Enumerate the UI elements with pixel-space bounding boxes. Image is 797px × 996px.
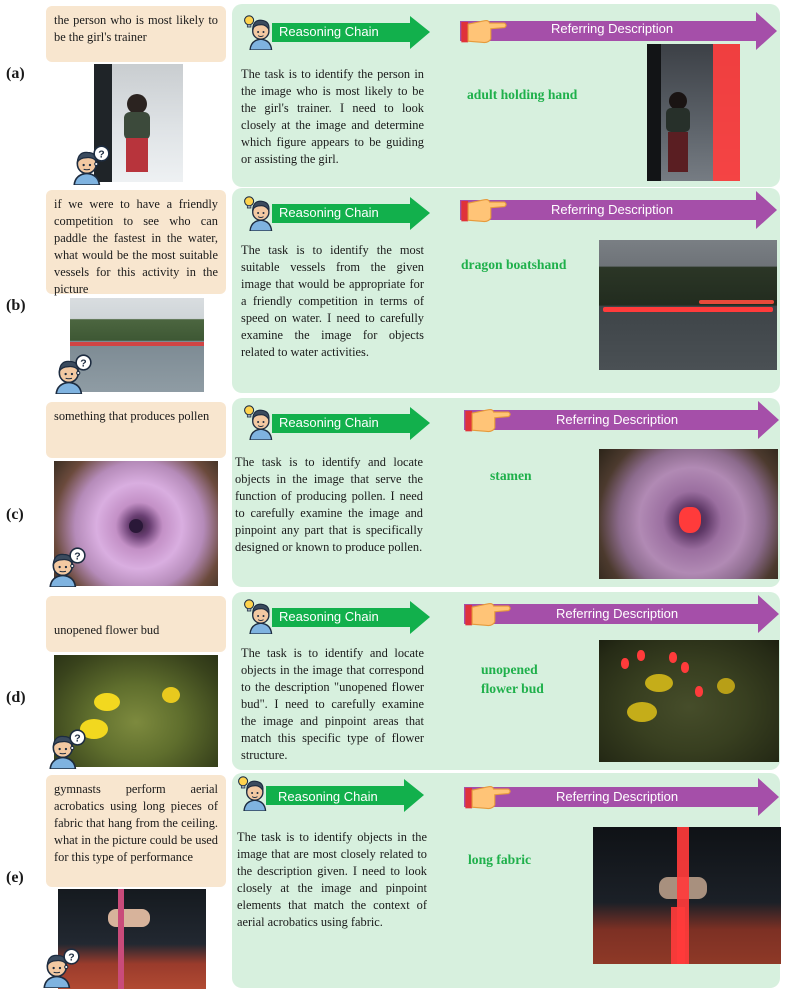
referring-description-label: Referring Description [551,21,674,36]
mask-highlight [681,662,689,673]
reasoning-text: The task is to identify the most suitable vessels from the given image that would be appropriate for a friendly competition in terms of speed on water. I need to carefully examine the image for objects related to water activities. [241,243,424,359]
thinking-person-icon [46,727,88,769]
mask-highlight [669,652,677,663]
output-image [647,44,740,181]
reasoning-chain-label: Reasoning Chain [279,205,379,220]
row-label: (b) [6,297,26,314]
answer-text: unopened flower bud [481,662,544,696]
mask-highlight [671,907,685,964]
query-card: if we were to have a friendly competition to see who can paddle the fastest in the water, what would be the most suitable vessels for this activity in the picture [46,190,226,294]
answer-text: dragon boatshand [461,257,567,272]
output-image [599,640,779,762]
query-card: gymnasts perform aerial acrobatics using long pieces of fabric that hang from the ceiling. what in the picture could be used for this type of performance [46,775,226,887]
reasoning-chain-label: Reasoning Chain [279,24,379,39]
thinking-person-icon [46,545,88,587]
query-card: unopened flower bud [46,596,226,652]
answer-text: long fabric [468,852,532,867]
pointing-hand-icon [464,780,512,814]
thinking-person-icon [70,143,112,185]
row-label: (e) [6,869,24,886]
reasoning-chain-label: Reasoning Chain [278,789,378,804]
output-image [599,449,778,579]
reasoning-text: The task is to identify and locate objects in the image that correspond to the description "unopened flower bud". I need to carefully examine the image and pinpoint areas that match this specific type of flower structure. [241,646,424,762]
reasoning-chain-label: Reasoning Chain [279,415,379,430]
mask-highlight [695,686,703,697]
reasoning-chain-label: Reasoning Chain [279,609,379,624]
referring-description-label: Referring Description [556,606,679,621]
answer-text: stamen [490,468,532,483]
referring-description-label: Referring Description [556,412,679,427]
query-card: something that produces pollen [46,402,226,458]
output-image [593,827,781,964]
thinking-person-icon [52,352,94,394]
mask-highlight [713,44,740,181]
mask-highlight [621,658,629,669]
mask-highlight [679,507,701,533]
referring-description-label: Referring Description [556,789,679,804]
thinking-person-icon [40,946,82,988]
pointing-hand-icon [460,193,508,227]
pointing-hand-icon [460,14,508,48]
row-label: (d) [6,689,26,706]
reasoning-text: The task is to identify and locate objects in the image that serve the function of producing pollen. I need to carefully examine the image and pinpoint any part that is specifically designed or known to produce pollen. [235,455,423,554]
row-label: (c) [6,506,24,523]
row-label: (a) [6,65,25,82]
reasoning-text: The task is to identify the person in the image who is most likely to be the girl's trainer. I need to look closely at the image and determine which figure appears to be guiding or assisting the girl. [241,67,424,166]
output-image [599,240,777,370]
pointing-hand-icon [464,597,512,631]
pointing-hand-icon [464,403,512,437]
mask-highlight [637,650,645,661]
answer-text: adult holding hand [467,87,578,102]
referring-description-label: Referring Description [551,202,674,217]
query-card: the person who is most likely to be the girl's trainer [46,6,226,62]
mask-highlight [603,307,773,312]
reasoning-text: The task is to identify objects in the image that are most closely related to the description given. I need to look closely at the image and pinpoint elements that match the context of aerial acrobatics using fabric. [237,830,427,929]
